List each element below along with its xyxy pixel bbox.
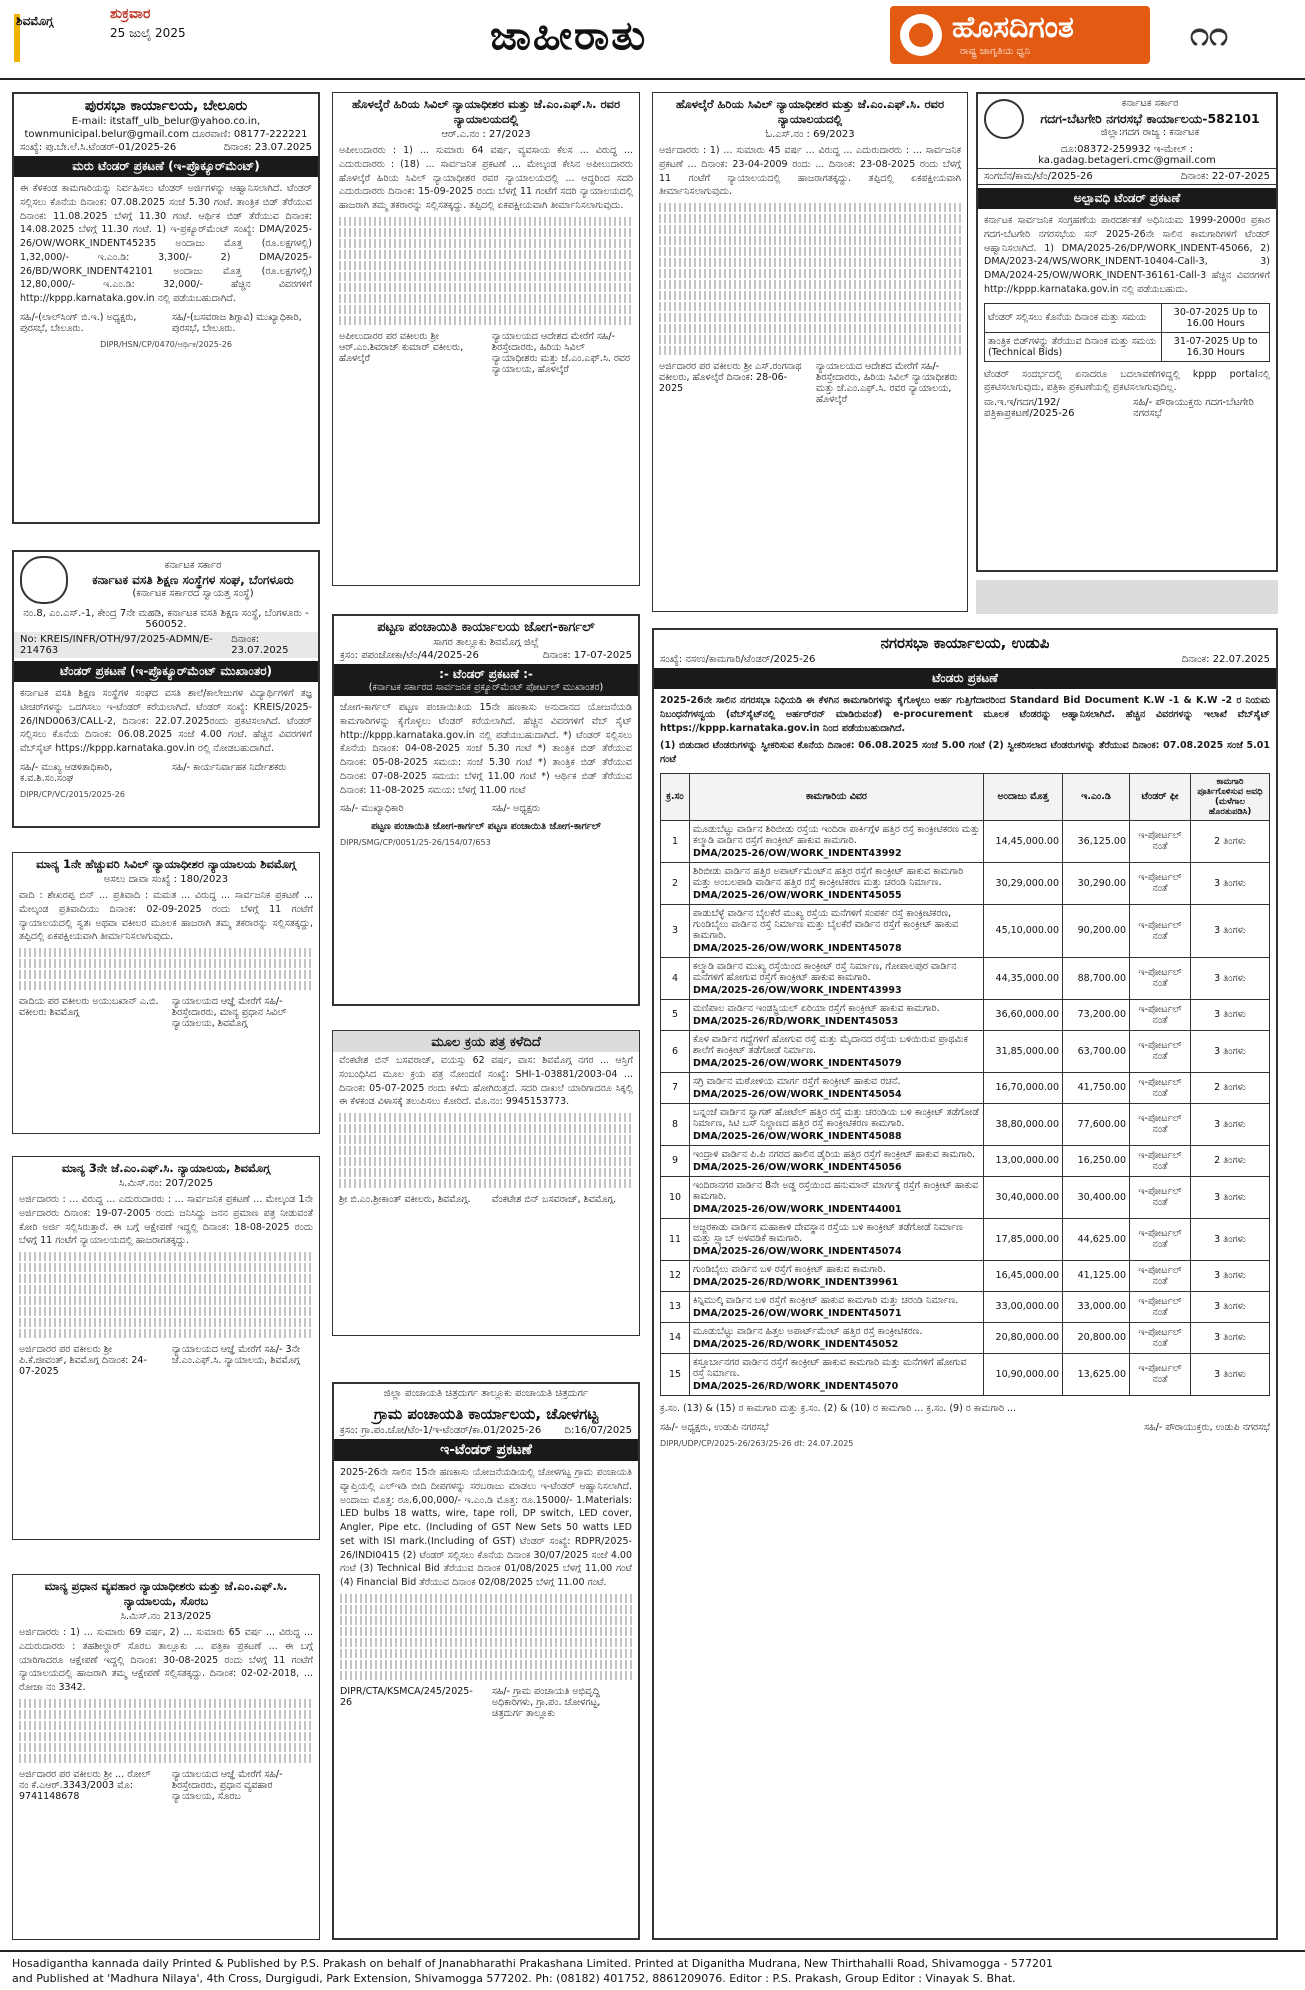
table-cell: 3 ತಿಂಗಳು xyxy=(1191,1291,1270,1322)
case-number: ಓ.ಎಸ್.ನಂ : 69/2023 xyxy=(765,129,855,140)
work-indent-code: DMA/2025-26/OW/WORK_INDENT44001 xyxy=(693,1203,902,1215)
work-indent-code: DMA/2025-26/RD/WORK_INDENT45070 xyxy=(693,1380,899,1392)
work-indent-code: DMA/2025-26/OW/WORK_INDENT45071 xyxy=(693,1307,902,1319)
table-row xyxy=(661,820,1270,862)
table-row xyxy=(985,332,1270,361)
work-indent-code: DMA/2025-26/RD/WORK_INDENT39961 xyxy=(693,1276,899,1288)
works-table xyxy=(660,773,1270,1396)
table-cell: 33,00,000.00 xyxy=(984,1291,1063,1322)
ad-ref: ಕ್ರಸಂ: ಪಪಂಜೋಕಾ/ಟೆಂ/44/2025-26 xyxy=(340,650,479,661)
table-cell: 30,29,000.00 xyxy=(984,862,1063,904)
table-cell xyxy=(690,904,984,957)
sig-right: ಸಹಿ/- ಕಾರ್ಯನಿರ್ವಾಹಕ ನಿರ್ದೇಶಕರು xyxy=(171,761,287,773)
sig-left: ಸಹಿ/- ಅಧ್ಯಕ್ಷರು, ಉಡುಪಿ ನಗರಸಭೆ xyxy=(660,1421,769,1433)
case-number: ಸಿ.ಮಿಸ್.ನಂ 213/2025 xyxy=(120,1611,212,1622)
table-cell: ಇ-ಪೋರ್ಟಲ್ ನಂತೆ xyxy=(1130,1218,1191,1260)
table-cell: 44,35,000.00 xyxy=(984,957,1063,999)
table-cell: 3 ತಿಂಗಳು xyxy=(1191,957,1270,999)
table-cell: 10 xyxy=(661,1176,690,1218)
table-cell: 44,625.00 xyxy=(1063,1218,1130,1260)
ad-ref: ಕ್ರಸಂ: ಗ್ರಾ.ಪಂ.ಚೋ/ಟೆಂ-1/ಇ-ಟೆಂಡರ್/ಕಾ.01/2025-26 xyxy=(340,1425,542,1436)
table-cell xyxy=(690,1072,984,1103)
table-cell: ಟೆಂಡರ್ ಸಲ್ಲಿಸಲು ಕೊನೆಯ ದಿನಾಂಕ ಮತ್ತು ಸಮಯ xyxy=(985,303,1162,332)
ad-body: ವಾದಿ : ಶೇಖರಪ್ಪ ಬಿನ್ ... ಪ್ರತಿವಾದಿ : ಮಮತ ... ವಿರುದ್ಧ ... ಸಾರ್ವಜನಿಕ ಪ್ರಕಟಣೆ ... ಮೇಲ್ಕಂಡ ಪ್ರತಿವಾದಿಯು ದಿನಾಂಕ: 02-09-2025 ರಂದು ಬೆಳಗ್ಗೆ 11 ಗಂಟೆಗೆ ನ್ಯಾಯಾಲಯದಲ್ಲಿ ಸ್ವತಃ ಅಥವಾ ವಕೀಲರ ಮೂಲಕ ಹಾಜರಾಗಿ ತಮ್ಮ ತಕರಾರನ್ನು ಸಲ್ಲಿಸತಕ್ಕದ್ದು, ತಪ್ಪಿದಲ್ಲಿ ಏಕಪಕ್ಷೀಯವಾಗಿ ತೀರ್ಮಾನಿಸಲಾಗುವುದು. xyxy=(19,890,313,943)
ad-cholagatta xyxy=(332,1382,640,1940)
table-cell: ಇ-ಪೋರ್ಟಲ್ ನಂತೆ xyxy=(1130,1072,1191,1103)
ad-ref: ಸಂಗಬೆನ/ಕಾಮ/ಟೆಂ/2025-26 xyxy=(984,171,1093,182)
table-cell: 13,625.00 xyxy=(1063,1353,1130,1395)
table-row xyxy=(661,1260,1270,1291)
ad-lost-deed xyxy=(332,1030,640,1336)
table-cell: 1 xyxy=(661,820,690,862)
ad-office: ಪಟ್ಟಣ ಪಂಚಾಯಿತಿ ಜೋಗ-ಕಾರ್ಗಲ್ ಪಟ್ಟಣ ಪಂಚಾಯಿತಿ ಜೋಗ-ಕಾರ್ಗಲ್ xyxy=(371,821,601,833)
col-header: ಕಾಮಗಾರಿಯ ವಿವರ xyxy=(690,773,984,820)
table-cell: 13,00,000.00 xyxy=(984,1145,1063,1176)
table-cell: ಇ-ಪೋರ್ಟಲ್ ನಂತೆ xyxy=(1130,1322,1191,1353)
brand-tagline: ರಾಷ್ಟ್ರ ಜಾಗೃತಿಯ ಧ್ವನಿ xyxy=(960,46,1031,57)
table-cell xyxy=(690,999,984,1030)
ad-title: ಮಾನ್ಯ 3ನೇ ಜೆ.ಎಂ.ಎಫ್.ಸಿ. ನ್ಯಾಯಾಲಯ, ಶಿವಮೊಗ್ಗ xyxy=(61,1161,271,1175)
table-cell: ಇ-ಪೋರ್ಟಲ್ ನಂತೆ xyxy=(1130,904,1191,957)
table-cell: 30,40,000.00 xyxy=(984,1176,1063,1218)
brand-logo[interactable] xyxy=(890,6,1150,64)
table-cell: ಇ-ಪೋರ್ಟಲ್ ನಂತೆ xyxy=(1130,1291,1191,1322)
ad-bar: ಟೆಂಡರು ಪ್ರಕಟಣೆ xyxy=(654,668,1276,689)
ad-email: E-mail: itstaff_ulb_belur@yahoo.co.in, xyxy=(71,116,261,127)
table-cell: 3 ತಿಂಗಳು xyxy=(1191,1103,1270,1145)
ad-kreis xyxy=(12,550,320,828)
table-cell: 20,80,000.00 xyxy=(984,1322,1063,1353)
work-indent-code: DMA/2025-26/OW/WORK_INDENT45074 xyxy=(693,1245,902,1257)
work-description: ಪಾಡುಬೆಳ್ಳೆ ವಾರ್ಡಿನ ಬೈಲಕೆರೆ ಮುಖ್ಯ ರಸ್ತೆಯ ಮನೆಗಳಿಗೆ ಸಂಪರ್ಕ ರಸ್ತೆ ಕಾಂಕ್ರೀಟಿಕರಣ, ಗುಂಡಿಬೈಲು ವಾರ್ಡಿನ ರಸ್ತೆ ನಿರ್ಮಾಣ ಮತ್ತು ಬೈಲಕೆರೆ ವಾರ್ಡಿನ ರಸ್ತೆಗೆ ಕಾಂಕ್ರೀಟ್ ಹಾಕುವ ಕಾಮಗಾರಿ. xyxy=(693,907,959,941)
table-row xyxy=(661,1353,1270,1395)
table-row xyxy=(661,957,1270,999)
table-cell: 36,60,000.00 xyxy=(984,999,1063,1030)
table-cell: ಇ-ಪೋರ್ಟಲ್ ನಂತೆ xyxy=(1130,820,1191,862)
sig-left: ಸಹಿ/-(ಲಾಲ್‌ಸಿಂಗ್ ಬಿ.ಇ.) ಅಧ್ಯಕ್ಷರು, ಪುರಸಭೆ, ಬೇಲೂರು. xyxy=(20,311,137,334)
table-cell: 36,125.00 xyxy=(1063,820,1130,862)
ad-ref: ಸಂಖ್ಯೆ: ನಸಉ/ಕಾಮಗಾರಿ/ಟೆಂಡರ್/2025-26 xyxy=(660,654,816,665)
work-description: ಇಂದಿರಾನಗರ ವಾರ್ಡಿನ 8ನೇ ಅಡ್ಡ ರಸ್ತೆಯಿಂದ ಹನುಮಾನ್ ಮಾರ್ಗಕ್ಕೆ ರಸ್ತೆಗೆ ಕಾಂಕ್ರೀಟ್ ಹಾಕುವ ಕಾಮಗಾರಿ. xyxy=(693,1179,979,1202)
imprint-line-1: Hosadigantha kannada daily Printed & Published by P.S. Prakash on behalf of Jnanabharathi Prakashana Limited. Printed at Diganitha Mudrana, New Thirthahalli Road, Shivamogga - 577201 xyxy=(12,1957,1054,1970)
table-cell: 90,200.00 xyxy=(1063,904,1130,957)
ad-body: ಈ ಕೆಳಕಂಡ ಕಾಮಗಾರಿಯನ್ನು ನಿರ್ವಹಿಸಲು ಟೆಂಡರ್ ಅರ್ಜಿಗಳನ್ನು ಆಹ್ವಾನಿಸಲಾಗಿದೆ. ಟೆಂಡರ್ ಸಲ್ಲಿಸಲು ಕೊನೆಯ ದಿನಾಂಕ: 07.08.2025 ಸಂಜೆ 5.30 ಗಂಟೆ. ತಾಂತ್ರಿಕ ಬಿಡ್ ತೆರೆಯುವ ದಿನಾಂಕ: 11.08.2025 ಬೆಳಗ್ಗೆ 11.30 ಗಂಟೆ. ಆರ್ಥಿಕ ಬಿಡ್ ತೆರೆಯುವ ದಿನಾಂಕ: 14.08.2025 ಬೆಳಗ್ಗೆ 11.30 ಗಂಟೆ. 1) ಇ-ಪ್ರಕ್ಯೂರ್‌ಮೆಂಟ್ ಸಂಖ್ಯೆ: DMA/2025-26/OW/WORK_INDENT45235 ಅಂದಾಜು ಮೊತ್ತ (ರೂ.ಲಕ್ಷಗಳಲ್ಲಿ) 1,32,000/- ಇ.ಎಂ.ಡಿ: 3,300/- 2) DMA/2025-26/BD/WORK_INDENT42101 ಅಂದಾಜು ಮೊತ್ತ (ರೂ.ಲಕ್ಷಗಳಲ್ಲಿ) 12,80,000/- ಇ.ಎಂ.ಡಿ: 32,000/- ಹೆಚ್ಚಿನ ವಿವರಗಳಿಗೆ http://kppp.karnataka.gov.in ನಲ್ಲಿ ಪಡೆಯಬಹುದಾಗಿದೆ. xyxy=(20,183,312,305)
ad-title: ಮಾನ್ಯ ಪ್ರಧಾನ ವ್ಯವಹಾರ ನ್ಯಾಯಾಧೀಶರು ಮತ್ತು ಜೆ.ಎಂ.ಎಫ್.ಸಿ. ನ್ಯಾಯಾಲಯ, ಸೊರಬ xyxy=(44,1579,288,1608)
table-cell: ಇ-ಪೋರ್ಟಲ್ ನಂತೆ xyxy=(1130,862,1191,904)
ad-gov: ಕರ್ನಾಟಕ ಸರ್ಕಾರ xyxy=(1121,98,1179,109)
gadag-dates-table xyxy=(984,303,1270,362)
sig-left: ಅರ್ಜಿದಾರರ ಪರ ವಕೀಲರು ಶ್ರೀ ... ರೋಲ್ ನಂ ಕೆ.ಎಆರ್.3343/2003 ಮೊ: 9741148678 xyxy=(19,1768,151,1802)
table-cell: 2 xyxy=(661,862,690,904)
imprint-footer xyxy=(0,1950,1305,1990)
ad-body: ಅರ್ಜಿದಾರರು : 1) ... ಸುಮಾರು 69 ವರ್ಷ, 2) ... ಸುಮಾರು 65 ವರ್ಷ ... ವಿರುದ್ಧ ... ಎದುರುದಾರರು : ತಹಶೀಲ್ದಾರ್‌ ಸೊರಬ ತಾಲ್ಲೂಕು ... ಪತ್ರಿಕಾ ಪ್ರಕಟಣೆ ... ಈ ಬಗ್ಗೆ ಯಾರಿಗಾದರೂ ಆಕ್ಷೇಪಣೆ ಇದ್ದಲ್ಲಿ ದಿನಾಂಕ: 30-08-2025 ರಂದು ಬೆಳಗ್ಗೆ 11 ಗಂಟೆಗೆ ನ್ಯಾಯಾಲಯದಲ್ಲಿ ಹಾಜರಾಗಿ ತಮ್ಮ ಆಕ್ಷೇಪಣೆ ಸಲ್ಲಿಸತಕ್ಕದ್ದು. ದಿನಾಂಕ: 02-02-2018, ... ರೋಜಾ ನಂ 3342. xyxy=(19,1627,313,1694)
ad-body: ಅಪೀಲುದಾರರು : 1) ... ಸುಮಾರು 64 ವರ್ಷ, ವ್ಯವಸಾಯ ಕೆಲಸ ... ವಿರುದ್ಧ ... ಎದುರುದಾರರು : (18) ... ಸಾರ್ವಜನಿಕ ಪ್ರಕಟಣೆ ... ಮೇಲ್ಕಂಡ ಕೇಸಿನ ಅಪೀಲುದಾರರು ಹೊಳಲ್ಕೆರೆ ಹಿರಿಯ ಸಿವಿಲ್ ನ್ಯಾಯಾಧೀಶರ ರವರ ನ್ಯಾಯಾಲಯದಲ್ಲಿ ... ಆದ್ದರಿಂದ ಸದರಿ ಎದುರುದಾರರು ದಿನಾಂಕ: 15-09-2025 ರಂದು ಬೆಳಗ್ಗೆ 11 ಗಂಟೆಗೆ ಸದರಿ ನ್ಯಾಯಾಲಯದಲ್ಲಿ ಹಾಜರಾಗಿ ತಮ್ಮ ತಕರಾರನ್ನು ಸಲ್ಲಿಸತಕ್ಕದ್ದು. ತಪ್ಪಿದಲ್ಲಿ ಏಕಪಕ್ಷೀಯವಾಗಿ ತೀರ್ಮಾನಿಸಲಾಗುವುದು. xyxy=(339,145,633,212)
ad-bar xyxy=(334,664,638,696)
ad-jog-kargal xyxy=(332,614,640,1006)
table-cell: 3 ತಿಂಗಳು xyxy=(1191,1218,1270,1260)
work-indent-code: DMA/2025-26/RD/WORK_INDENT45053 xyxy=(693,1015,899,1027)
table-row xyxy=(661,1176,1270,1218)
work-indent-code: DMA/2025-26/OW/WORK_INDENT45079 xyxy=(693,1057,902,1069)
sig-right: ನ್ಯಾಯಾಲಯದ ಆದೇಶದ ಮೇರೆಗೆ ಸಹಿ/-ಶಿರಸ್ತೇದಾರರು, ಹಿರಿಯ ಸಿವಿಲ್ ನ್ಯಾಯಾಧೀಶರು ಮತ್ತು ಜೆ.ಎಂ.ಎಫ್.ಸಿ. ರವರ ನ್ಯಾಯಾಲಯ, ಹೊಳಲ್ಕೆರೆ xyxy=(491,330,631,375)
col-header: ಟೆಂಡರ್ ಫೀ xyxy=(1130,773,1191,820)
table-cell: 6 xyxy=(661,1030,690,1072)
ad-email-2: townmunicipal.belur@gmail.com ದೂರವಾಣಿ: 08177-222221 xyxy=(24,129,308,140)
table-cell: 3 ತಿಂಗಳು xyxy=(1191,1030,1270,1072)
table-row xyxy=(661,1145,1270,1176)
sig-right: ಸಹಿ/- ಪೌರಾಯುಕ್ತರು, ಉಡುಪಿ ನಗರಸಭೆ xyxy=(1144,1421,1270,1433)
table-cell: 12 xyxy=(661,1260,690,1291)
table-row xyxy=(661,1030,1270,1072)
work-description: ಕಸ್ತೂರ್ಬಾನಗರ ವಾರ್ಡಿನ ರಸ್ತೆಗೆ ಕಾಂಕ್ರೀಟ್ ಹಾಕುವ ಕಾಮಗಾರಿ ಮತ್ತು ಮನೆಗಳಿಗೆ ಹೋಗುವ ರಸ್ತೆ ನಿರ್ಮಾಣ. xyxy=(693,1356,967,1379)
ad-title: ಪುರಸಭಾ ಕಾರ್ಯಾಲಯ, ಬೇಲೂರು xyxy=(84,98,248,114)
work-description: ಗುಂಡಿಬೈಲು ವಾರ್ಡಿನ ಬಳಿ ರಸ್ತೆಗೆ ಕಾಂಕ್ರೀಟ್ ಹಾಕುವ ಕಾಮಗಾರಿ. xyxy=(693,1263,886,1275)
table-cell: 16,250.00 xyxy=(1063,1145,1130,1176)
sig-left: ಅರ್ಜಿದಾರರ ಪರ ವಕೀಲರು ಶ್ರೀ ಎಸ್.ರಂಗನಾಥ ವಕೀಲರು, ಹೊಳಲ್ಕೆರೆ ದಿನಾಂಕ: 28-06-2025 xyxy=(659,361,802,395)
table-cell xyxy=(690,1145,984,1176)
table-cell: 2 ತಿಂಗಳು xyxy=(1191,820,1270,862)
ad-title: ಹೊಳಲ್ಕೆರೆ ಹಿರಿಯ ಸಿವಿಲ್ ನ್ಯಾಯಾಧೀಶರ ಮತ್ತು ಜೆ.ಎಂ.ಎಫ್.ಸಿ. ರವರ ನ್ಯಾಯಾಲಯದಲ್ಲಿ xyxy=(351,97,621,126)
table-cell: 16,45,000.00 xyxy=(984,1260,1063,1291)
table-row xyxy=(661,1218,1270,1260)
work-description: ಮೂಡುಬೆಟ್ಟು ವಾರ್ಡಿನ ಹಿತ್ತಲ ಅಪಾರ್ಟ್‌ಮೆಂಟ್ ಹತ್ತಿರ ರಸ್ತೆ ಕಾಂಕ್ರೀಟಿಕರಣ. xyxy=(693,1325,923,1337)
work-description: ಕಿನ್ನಿಮುಲ್ಕಿ ವಾರ್ಡಿನ ಬಳಿ ರಸ್ತೆಗೆ ಕಾಂಕ್ರೀಟ್ ಹಾಕುವ ಕಾಮಗಾರಿ ಮತ್ತು ಚರಂಡಿ ನಿರ್ಮಾಣ. xyxy=(693,1294,959,1306)
bar-subtitle: (ಕರ್ನಾಟಕ ಸರ್ಕಾರದ ಸಾರ್ವಜನಿಕ ಪ್ರಕ್ಯೂರ್‌ಮೆಂಟ್ ಪೋರ್ಟಲ್ ಮುಖಾಂತರ) xyxy=(368,682,604,693)
ad-body: ವೆಂಕಟೇಶ ಬಿನ್ ಬಸವರಾಜ್, ವಯಸ್ಸು 62 ವರ್ಷ, ವಾಸ: ಶಿವಮೊಗ್ಗ ನಗರ ... ಆಸ್ತಿಗೆ ಸಂಬಂಧಿಸಿದ ಮೂಲ ಕ್ರಯ ಪತ್ರ ನೋಂದಣಿ ಸಂಖ್ಯೆ: SHI-1-03881/2003-04 ... ದಿನಾಂಕ: 05-07-2025 ರಂದು ಕಳೆದು ಹೋಗಿರುತ್ತದೆ. ಸದರಿ ದಾಖಲೆ ಯಾರಿಗಾದರೂ ಸಿಕ್ಕಲ್ಲಿ ಈ ಕೆಳಕಂಡ ವಿಳಾಸಕ್ಕೆ ತಲುಪಿಸಲು ಕೋರಿದೆ. ಮೊ.ನಂ: 9945153773. xyxy=(339,1055,633,1108)
table-cell: 4 xyxy=(661,957,690,999)
work-indent-code: DMA/2025-26/OW/WORK_INDENT43992 xyxy=(693,847,902,859)
col-header: ಇ.ಎಂ.ಡಿ xyxy=(1063,773,1130,820)
ad-address: ನಂ.8, ಎಂ.ಎಸ್.-1, ಕೇಂದ್ರ 7ನೇ ಮಹಡಿ, ಕರ್ನಾಟಕ ವಸತಿ ಶಿಕ್ಷಣ ಸಂಸ್ಥೆ, ಬೆಂಗಳೂರು - 560052. xyxy=(23,608,309,630)
work-description: ಕಲ್ಮಾಡಿ ವಾರ್ಡಿನ ಮುಖ್ಯ ರಸ್ತೆಯಿಂದ ಕಾಂಕ್ರೀಟ್ ರಸ್ತೆ ನಿರ್ಮಾಣ, ಗೋಪಾಲಪುರ ವಾರ್ಡಿನ ಮನೆಗಳಿಗೆ ಹೋಗುವ ರಸ್ತೆಗೆ ಕಾಂಕ್ರೀಟ್ ಹಾಕುವ ಕಾಮಗಾರಿ. xyxy=(693,960,957,983)
ad-title: ಕರ್ನಾಟಕ ವಸತಿ ಶಿಕ್ಷಣ ಸಂಸ್ಥೆಗಳ ಸಂಘ, ಬೆಂಗಳೂರು xyxy=(92,572,294,587)
table-cell xyxy=(690,862,984,904)
table-row xyxy=(661,999,1270,1030)
sig-left: ಅಪೀಲುದಾರರ ಪರ ವಕೀಲರು ಶ್ರೀ ಆರ್.ಎಂ.ಶಿವರಾಜ್ ಕುಮಾರ್ ವಕೀಲರು, ಹೊಳಲ್ಕೆರೆ xyxy=(339,330,464,364)
ad-court-1 xyxy=(12,852,320,1134)
work-indent-code: DMA/2025-26/OW/WORK_INDENT45056 xyxy=(693,1161,902,1173)
table-cell: 8 xyxy=(661,1103,690,1145)
work-indent-code: DMA/2025-26/RD/WORK_INDENT45052 xyxy=(693,1338,899,1350)
table-row xyxy=(661,904,1270,957)
ad-bar: ಅಲ್ಪಾವಧಿ ಟೆಂಡರ್ ಪ್ರಕಟಣೆ xyxy=(978,188,1276,209)
col-header: ಕ್ರ.ಸಂ xyxy=(661,773,690,820)
imprint-line-2: and Published at 'Madhura Nilaya', 4th Cross, Durgigudi, Park Extension, Shivamogga 577202. Ph: (08182) 401752, 8861209076. Editor : P.S. Prakash, Group Editor : Vinayak S. Bhat. xyxy=(12,1972,1016,1986)
ad-subtitle: (ಕರ್ನಾಟಕ ಸರ್ಕಾರದ ಸ್ವಾಯತ್ತ ಸಂಸ್ಥೆ) xyxy=(132,587,254,599)
table-row xyxy=(661,1103,1270,1145)
ad-date: ದಿ:16/07/2025 xyxy=(564,1425,632,1436)
table-cell xyxy=(690,1103,984,1145)
ad-title: ಹೊಳಲ್ಕೆರೆ ಹಿರಿಯ ಸಿವಿಲ್ ನ್ಯಾಯಾಧೀಶರ ಮತ್ತು ಜೆ.ಎಂ.ಎಫ್.ಸಿ. ರವರ ನ್ಯಾಯಾಲಯದಲ್ಲಿ xyxy=(675,97,945,126)
ad-date: ದಿನಾಂಕ: 22-07-2025 xyxy=(1180,171,1270,182)
table-cell: 3 ತಿಂಗಳು xyxy=(1191,999,1270,1030)
table-cell xyxy=(690,1291,984,1322)
ad-date: ದಿನಾಂಕ: 23.07.2025 xyxy=(231,634,289,656)
dipr-code: DIPR/CP/VC/2015/2025-26 xyxy=(20,789,125,799)
table-cell: 63,700.00 xyxy=(1063,1030,1130,1072)
work-indent-code: DMA/2025-26/OW/WORK_INDENT45078 xyxy=(693,942,902,954)
ad-date: ದಿನಾಂಕ: 22.07.2025 xyxy=(1181,654,1270,665)
work-indent-code: DMA/2025-26/OW/WORK_INDENT45054 xyxy=(693,1088,902,1100)
sig-right: ಸಹಿ/- ಅಧ್ಯಕ್ಷರು xyxy=(491,803,540,815)
issue-date: 25 ಜುಲೈ 2025 xyxy=(110,26,186,40)
table-cell: 73,200.00 xyxy=(1063,999,1130,1030)
page-number: ೧೧ xyxy=(1190,14,1229,54)
work-description: ಮಣಿಪಾಲ ವಾರ್ಡಿನ ಇಂಡಸ್ಟ್ರಿಯಲ್ ಏರಿಯಾ ರಸ್ತೆಗೆ ಕಾಂಕ್ರೀಟ್ ಹಾಕುವ ಕಾಮಗಾರಿ. xyxy=(693,1002,940,1014)
table-cell: 30,290.00 xyxy=(1063,862,1130,904)
city-name: ಶಿವಮೊಗ್ಗ xyxy=(16,14,54,28)
work-indent-code: DMA/2025-26/OW/WORK_INDENT45088 xyxy=(693,1130,902,1142)
table-cell: 38,80,000.00 xyxy=(984,1103,1063,1145)
ad-court-3 xyxy=(12,1574,320,1940)
work-description: ಅಜ್ಜರಕಾಡು ವಾರ್ಡಿನ ಮಹಾಕಾಳಿ ದೇವಸ್ಥಾನ ರಸ್ತೆಯ ಬಳಿ ಕಾಂಕ್ರೀಟ್ ತಡೆಗೋಡೆ ನಿರ್ಮಾಣ ಮತ್ತು ಸ್ಲ್ಯಾಬ್ ಅಳವಡಿಕೆ ಕಾಮಗಾರಿ. xyxy=(693,1221,963,1244)
ad-phone: ದೂ:08372-259932 ಇ-ಮೇಲ್ : ka.gadag.betageri.cmc@gmail.com xyxy=(1038,144,1216,166)
ad-body: ಕರ್ನಾಟಕ ವಸತಿ ಶಿಕ್ಷಣ ಸಂಸ್ಥೆಗಳ ಸಂಘದ ವಸತಿ ಶಾಲೆ/ಕಾಲೇಜುಗಳ ವಿದ್ಯಾರ್ಥಿಗಳಿಗೆ ತಜ್ಞ ಟೀಚರ್‌ಗಳನ್ನು ಒದಗಿಸಲು ಇ-ಟೆಂಡರ್ ಕರೆಯಲಾಗಿದೆ. ಟೆಂಡರ್ ಸಂಖ್ಯೆ: KREIS/2025-26/IND0063/CALL-2, ದಿನಾಂಕ: 22.07.2025ರಂದು ಪ್ರಕಟಿಸಲಾಗಿದೆ. ಟೆಂಡರ್ ಸಲ್ಲಿಸಲು ಕೊನೆಯ ದಿನಾಂಕ: 06.08.2025 ಸಂಜೆ 4.00 ಗಂಟೆ. ಹೆಚ್ಚಿನ ವಿವರಗಳಿಗೆ ವೆಬ್‌ಸೈಟ್ https://kppp.karnataka.gov.in ರಲ್ಲಿ ನೋಡಬಹುದಾಗಿದೆ. xyxy=(20,688,312,755)
dipr-code: DIPR/UDP/CP/2025-26/263/25-26 dt: 24.07.2025 xyxy=(660,1438,854,1448)
table-cell: 45,10,000.00 xyxy=(984,904,1063,957)
table-cell: ಇ-ಪೋರ್ಟಲ್ ನಂತೆ xyxy=(1130,1260,1191,1291)
ad-note: ಕ್ರ.ಸಂ. (13) & (15) ರ ಕಾಮಗಾರಿ ಮತ್ತು ಕ್ರ.ಸಂ. (2) & (10) ರ ಕಾಮಗಾರಿ ... ಕ್ರ.ಸಂ. (9) ರ ಕಾಮಗಾರಿ ... xyxy=(660,1402,1017,1414)
ad-title: ಮಾನ್ಯ 1ನೇ ಹೆಚ್ಚುವರಿ ಸಿವಿಲ್ ನ್ಯಾಯಾಧೀಶರ ನ್ಯಾಯಾಲಯ ಶಿವಮೊಗ್ಗ xyxy=(36,857,296,871)
table-cell xyxy=(690,1353,984,1395)
work-indent-code: DMA/2025-26/OW/WORK_INDENT45055 xyxy=(693,889,902,901)
table-cell: 3 ತಿಂಗಳು xyxy=(1191,904,1270,957)
sig-right: ವೆಂಕಟೇಶ ಬಿನ್ ಬಸವರಾಜ್, ಶಿವಮೊಗ್ಗ. xyxy=(491,1194,617,1206)
ad-header-line: ಜಿಲ್ಲಾ ಪಂಚಾಯತಿ ಚಿತ್ರದುರ್ಗ ತಾಲ್ಲೂಕು ಪಂಚಾಯತಿ ಚಿತ್ರದುರ್ಗ xyxy=(383,1388,589,1399)
table-cell xyxy=(690,1218,984,1260)
ad-court-2 xyxy=(12,1156,320,1540)
sig-right: ನ್ಯಾಯಾಲಯದ ಆಜ್ಞೆ ಮೇರೆಗೆ ಸಹಿ/-ಶಿರಸ್ತೇದಾರರು, ಮಾನ್ಯ ಪ್ರಧಾನ ಸಿವಿಲ್ ನ್ಯಾಯಾಲಯ, ಶಿವಮೊಗ್ಗ xyxy=(171,996,287,1030)
ad-body: ಜೋಗ-ಕಾರ್ಗಲ್ ಪಟ್ಟಣ ಪಂಚಾಯಿತಿಯ 15ನೇ ಹಣಕಾಸು ಅನುದಾನದ ಯೋಜನೆಯಡಿ ಕಾಮಗಾರಿಗಳನ್ನು ಕೈಗೊಳ್ಳಲು ಟೆಂಡರ್ ಕರೆಯಲಾಗಿದೆ. ಹೆಚ್ಚಿನ ವಿವರಗಳಿಗೆ ವೆಬ್ ಸೈಟ್ http://kppp.karnataka.gov.in ನಲ್ಲಿ ಪಡೆಯಬಹುದಾಗಿದೆ. *) ಟೆಂಡರ್ ಸಲ್ಲಿಸಲು ಕೊನೆಯ ದಿನಾಂಕ: 04-08-2025 ಸಂಜೆ 5.30 ಗಂಟೆ *) ತಾಂತ್ರಿಕ ಬಿಡ್ ತೆರೆಯುವ ದಿನಾಂಕ: 05-08-2025 ಸಮಯ: ಸಂಜೆ 5.30 ಗಂಟೆ *) ತಾಂತ್ರಿಕ ಬಿಡ್ ತೆರೆಯುವ ದಿನಾಂಕ: 07-08-2025 ಸಮಯ: ಬೆಳಗ್ಗೆ 11.00 ಗಂಟೆ *) ಆರ್ಥಿಕ ಬಿಡ್ ತೆರೆಯುವ ದಿನಾಂಕ: 11-08-2025 ಸಮಯ: ಬೆಳಗ್ಗೆ 11.00 ಗಂಟೆ xyxy=(340,702,632,796)
sig-left: ಸಹಿ/- ಮುಖ್ಯ ಆಡಳಿತಾಧಿಕಾರಿ, ಕ.ವ.ಶಿ.ಸಂ.ಸಂಘ xyxy=(20,761,113,784)
ad-title: ಪಟ್ಟಣ ಪಂಚಾಯಿತಿ ಕಾರ್ಯಾಲಯ ಜೋಗ-ಕಾರ್ಗಲ್ xyxy=(377,620,595,635)
ad-title: ಗದಗ-ಬೆಟಗೇರಿ ನಗರಸಭೆ ಕಾರ್ಯಾಲಯ-582101 xyxy=(1040,111,1260,126)
table-cell: 11 xyxy=(661,1218,690,1260)
bar-title: :- ಟೆಂಡರ್ ಪ್ರಕಟಣೆ :- xyxy=(439,667,533,681)
sig-left: ಶ್ರೀ ಬಿ.ಎಂ.ಶ್ರೀಕಾಂತ್ ವಕೀಲರು, ಶಿವಮೊಗ್ಗ. xyxy=(339,1194,471,1206)
ad-bar: ಇ-ಟೆಂಡರ್ ಪ್ರಕಟಣೆ xyxy=(334,1439,638,1461)
table-row xyxy=(661,1291,1270,1322)
table-cell: 13 xyxy=(661,1291,690,1322)
table-cell: ಇ-ಪೋರ್ಟಲ್ ನಂತೆ xyxy=(1130,1176,1191,1218)
masthead xyxy=(0,0,1305,80)
ad-gov: ಕರ್ನಾಟಕ ಸರ್ಕಾರ xyxy=(164,559,222,571)
work-description: ಮೂಡುಬೆಟ್ಟು ವಾರ್ಡಿನ ಶಿರಿಬೀಡು ರಸ್ತೆಯ ಇಂದಿರಾ ಪಾರ್ಕಿಗ್ಗೆಳ ಹತ್ತಿರ ರಸ್ತೆ ಕಾಂಕ್ರೀಟಿಕರಣ ಮತ್ತು ಕಲ್ಮಾಡಿ ವಾರ್ಡಿನ ರಸ್ತೆಗೆ ಕಾಂಕ್ರೀಟ್ ಹಾಕುವ ಕಾಮಗಾರಿ. xyxy=(693,823,980,846)
table-cell: 15 xyxy=(661,1353,690,1395)
work-description: ಕೊಳ ವಾರ್ಡಿನ ಗದ್ದೆಗಳಿಗೆ ಹೋಗುವ ರಸ್ತೆ ಮತ್ತು ಮೈದಾನದ ರಸ್ತೆಯ ಬಳಿಯಿರುವ ಪ್ರಾಥಮಿಕ ಶಾಲೆಗೆ ಕಾಂಕ್ರೀಟ್ ತಡೆಗೋಡೆ ನಿರ್ಮಾಣ. xyxy=(693,1033,968,1056)
table-cell: 3 xyxy=(661,904,690,957)
table-cell: 30,400.00 xyxy=(1063,1176,1130,1218)
ad-ref: No: KREIS/INFR/OTH/97/2025-ADMN/E-214763 xyxy=(20,634,213,656)
table-cell: 17,85,000.00 xyxy=(984,1218,1063,1260)
ad-ref: ಸಂಖ್ಯೆ: ಪು.ಬೇ.ಲೆ.ಸಿ.ಟೆಂಡರ್-01/2025-26 xyxy=(20,142,177,153)
table-cell: 41,750.00 xyxy=(1063,1072,1130,1103)
ad-udupi xyxy=(652,628,1278,1940)
work-indent-code: DMA/2025-26/OW/WORK_INDENT43993 xyxy=(693,984,902,996)
sig-left: ಅರ್ಜಿದಾರರ ಪರ ವಕೀಲರು ಶ್ರೀ ಪಿ.ಕೆ.ಜೀವಂತ್, ಶಿವಮೊಗ್ಗ ದಿನಾಂಕ: 24-07-2025 xyxy=(19,1344,147,1378)
sig-right: ಸಹಿ/- ಪೌರಾಯುಕ್ತರು ಗದಗ-ಬೆಟಗೇರಿ ನಗರಸಭೆ xyxy=(1133,397,1254,420)
table-cell: 30-07-2025 Up to 16.00 Hours xyxy=(1162,303,1270,332)
ad-court-5 xyxy=(652,92,968,612)
ad-body: ಅರ್ಜಿದಾರರು : 1) ... ಸುಮಾರು 45 ವರ್ಷ ... ವಿರುದ್ಧ ... ಎದುರುದಾರರು : ... ಸಾರ್ವಜನಿಕ ಪ್ರಕಟಣೆ ... ದಿನಾಂಕ: 23-04-2009 ರಂದು ... ದಿನಾಂಕ: 23-08-2025 ರಂದು ಬೆಳಗ್ಗೆ 11 ಗಂಟೆಗೆ ನ್ಯಾಯಾಲಯದಲ್ಲಿ ಹಾಜರಾಗತಕ್ಕದ್ದು. ತಪ್ಪಿದಲ್ಲಿ ಏಕಪಕ್ಷೀಯವಾಗಿ ತೀರ್ಮಾನಿಸಲಾಗುವುದು. xyxy=(659,145,961,198)
table-row xyxy=(985,303,1270,332)
table-cell: 14,45,000.00 xyxy=(984,820,1063,862)
government-emblem-icon xyxy=(20,556,68,604)
ad-gadag xyxy=(976,92,1278,572)
table-cell: 31-07-2025 Up to 16.30 Hours xyxy=(1162,332,1270,361)
table-cell: ಇ-ಪೋರ್ಟಲ್ ನಂತೆ xyxy=(1130,1103,1191,1145)
table-cell: 5 xyxy=(661,999,690,1030)
table-cell: 16,70,000.00 xyxy=(984,1072,1063,1103)
table-cell: 3 ತಿಂಗಳು xyxy=(1191,1260,1270,1291)
table-cell xyxy=(690,957,984,999)
table-cell: 31,85,000.00 xyxy=(984,1030,1063,1072)
table-cell xyxy=(690,1322,984,1353)
table-cell xyxy=(690,1176,984,1218)
table-cell: 14 xyxy=(661,1322,690,1353)
table-cell: 41,125.00 xyxy=(1063,1260,1130,1291)
table-cell: 7 xyxy=(661,1072,690,1103)
weekday: ಶುಕ್ರವಾರ xyxy=(110,6,151,22)
table-cell: 3 ತಿಂಗಳು xyxy=(1191,1176,1270,1218)
ad-date: ದಿನಾಂಕ: 17-07-2025 xyxy=(542,650,632,661)
table-cell: 9 xyxy=(661,1145,690,1176)
table-row xyxy=(661,1072,1270,1103)
table-cell: ಇ-ಪೋರ್ಟಲ್ ನಂತೆ xyxy=(1130,1145,1191,1176)
ad-date: ದಿನಾಂಕ: 23.07.2025 xyxy=(223,142,312,153)
gray-spacer xyxy=(976,580,1278,614)
ad-bar: ಟೆಂಡರ್ ಪ್ರಕಟಣೆ (ಇ-ಪ್ರೊಕ್ಯೂರ್‌ಮೆಂಟ್ ಮುಖಾಂತರ) xyxy=(14,661,318,682)
sig-right: ನ್ಯಾಯಾಲಯದ ಆದೇಶದ ಮೇರೆಗೆ ಸಹಿ/-ಶಿರಸ್ತೇದಾರರು, ಹಿರಿಯ ಸಿವಿಲ್ ನ್ಯಾಯಾಧೀಶರು ಮತ್ತು ಜೆ.ಎಂ.ಎಫ್.ಸಿ. ರವರ ನ್ಯಾಯಾಲಯ, ಹೊಳಲ್ಕೆರೆ xyxy=(816,361,958,406)
table-cell: ಇ-ಪೋರ್ಟಲ್ ನಂತೆ xyxy=(1130,1030,1191,1072)
ad-subtitle: ಸಾಗರ ತಾಲ್ಲೂಕು ಶಿವಮೊಗ್ಗ ಜಿಲ್ಲೆ xyxy=(433,637,539,648)
dipr-code: ವಾ.ಇ.ಇ/ಗದಗ/192/ಪತ್ರಿಕಾಪ್ರಕಟಣೆ/2025-26 xyxy=(984,397,1075,420)
table-cell: 3 ತಿಂಗಳು xyxy=(1191,1353,1270,1395)
sig-left: ಸಹಿ/- ಮುಖ್ಯಾಧಿಕಾರಿ xyxy=(340,803,404,815)
ad-belur xyxy=(12,92,320,524)
ad-title: ಗ್ರಾಮ ಪಂಚಾಯತಿ ಕಾರ್ಯಾಲಯ, ಚೋಳಗಟ್ಟ xyxy=(373,1405,599,1423)
dipr-code: DIPR/SMG/CP/0051/25-26/154/07/653 xyxy=(340,838,491,848)
table-cell: ಇ-ಪೋರ್ಟಲ್ ನಂತೆ xyxy=(1130,1353,1191,1395)
table-cell xyxy=(690,1260,984,1291)
ad-bar: ಮರು ಟೆಂಡರ್ ಪ್ರಕಟಣೆ (ಇ-ಪ್ರೊಕ್ಯೂರ್‌ಮೆಂಟ್) xyxy=(14,156,318,177)
table-cell: 77,600.00 xyxy=(1063,1103,1130,1145)
table-cell xyxy=(690,820,984,862)
table-cell: 2 ತಿಂಗಳು xyxy=(1191,1072,1270,1103)
brand-name: ಹೊಸದಿಗಂತ xyxy=(952,10,1074,45)
logo-emblem-icon xyxy=(900,14,942,56)
case-number: ಆರ್.ಎ.ನಂ : 27/2023 xyxy=(441,129,531,140)
sig-left: ವಾದಿಯ ಪರ ವಕೀಲರು ಅಯುಬಖಾನ್ ಎ.ಬಿ. ವಕೀಲರು ಶಿವಮೊಗ್ಗ xyxy=(19,996,159,1019)
ad-body: ಅರ್ಜಿದಾರರು : ... ವಿರುದ್ಧ ... ಎದುರುದಾರರು : ... ಸಾರ್ವಜನಿಕ ಪ್ರಕಟಣೆ ... ಮೇಲ್ಕಂಡ 1ನೇ ಅರ್ಜಿದಾರರು ದಿನಾಂಕ: 19-07-2005 ರಂದು ಜನಿಸಿದ್ದು ಜನನ ಪ್ರಮಾಣ ಪತ್ರ ನೀಡುವಂತೆ ಕೋರಿ ಅರ್ಜಿ ಸಲ್ಲಿಸಿರುತ್ತಾರೆ. ಈ ಬಗ್ಗೆ ಆಕ್ಷೇಪಣೆ ಇದ್ದಲ್ಲಿ ದಿನಾಂಕ: 18-08-2025 ರಂದು ಬೆಳಗ್ಗೆ 11 ಗಂಟೆಗೆ ನ್ಯಾಯಾಲಯದಲ್ಲಿ ಹಾಜರಾಗತಕ್ಕದ್ದು. xyxy=(19,1194,313,1247)
sig-right: ಸಹಿ/- ಗ್ರಾಮ ಪಂಚಾಯತಿ ಅಭಿವೃದ್ಧಿ ಅಧಿಕಾರಿಗಳು, ಗ್ರಾ.ಪಂ. ಚೋಳಗಟ್ಟ, ಚಿತ್ರದುರ್ಗ ತಾಲ್ಲೂಕು xyxy=(491,1685,601,1719)
ad-dates: (1) ಬಿಡುದಾರ ಟೆಂಡರುಗಳನ್ನು ಸ್ವೀಕರಿಸುವ ಕೊನೆಯ ದಿನಾಂಕ: 06.08.2025 ಸಂಜೆ 5.00 ಗಂಟೆ (2) ಸ್ವೀಕರಿಸಲಾದ ಟೆಂಡರುಗಳನ್ನು ತೆರೆಯುವ ದಿನಾಂಕ: 07.08.2025 ಸಂಜೆ 5.01 ಗಂಟೆ xyxy=(660,740,1270,766)
work-description: ಶಿರಿಬೀಡು ವಾರ್ಡಿನ ಹತ್ತಿರ ಅಪಾರ್ಟ್‌ಮೆಂಟ್‌ನ ಹತ್ತಿರ ರಸ್ತೆಗೆ ಕಾಂಕ್ರೀಟ್ ಹಾಕುವ ಕಾಮಗಾರಿ ಮತ್ತು ಅಂಬಲಪಾಡಿ ವಾರ್ಡಿನ ಹತ್ತಿರ ರಸ್ತೆ ಕಾಂಕ್ರೀಟಿಕರಣ ಮತ್ತು ಚರಂಡಿ ನಿರ್ಮಾಣ. xyxy=(693,865,964,888)
table-cell xyxy=(690,1030,984,1072)
work-description: ಇಂದ್ರಾಳಿ ವಾರ್ಡಿನ ಪಿ.ಪಿ ನಗರದ ಹಾಲಿನ ಡೈರಿಯ ಹತ್ತಿರ ರಸ್ತೆಗೆ ಕಾಂಕ್ರೀಟ್ ಹಾಕುವ ಕಾಮಗಾರಿ. xyxy=(693,1148,976,1160)
work-description: ಸಗ್ರಿ ವಾರ್ಡಿನ ಮಠೋಳಿಯ ಮಾರ್ಗ ರಸ್ತೆಗೆ ಕಾಂಕ್ರೀಟ್ ಹಾಕುವ ರಚನೆ. xyxy=(693,1075,901,1087)
dipr-code: DIPR/HSN/CP/0470/ಆರ್ಥಿಕ/2025-26 xyxy=(100,339,232,349)
case-number: ಅಸಲು ದಾವಾ ಸಂಖ್ಯೆ : 180/2023 xyxy=(103,874,229,885)
government-emblem-icon xyxy=(984,99,1024,139)
table-cell: ತಾಂತ್ರಿಕ ಬಿಡ್‌ಗಳನ್ನು ತೆರೆಯುವ ದಿನಾಂಕ ಮತ್ತು ಸಮಯ (Technical Bids) xyxy=(985,332,1162,361)
ad-intro: 2025-26ನೇ ಸಾಲಿನ ನಗರಸಭಾ ನಿಧಿಯಡಿ ಈ ಕೆಳಗಿನ ಕಾಮಗಾರಿಗಳನ್ನು ಕೈಗೊಳ್ಳಲು ಅರ್ಹ ಗುತ್ತಿಗೆದಾರರಿಂದ Standard Bid Document K.W -1 & K.W -2 ರ ನಿಯಮ ನಿಬಂಧನೆಗಳನ್ವಯ (ವೆಬ್‌ಸೈಟ್‌ನಲ್ಲಿ ಅರ್ಹರ್‌ರನ್ ಮಾಡಿರುವಂತೆ) e-procurement ಮೂಲಕ ಟೆಂಡರನ್ನು ಆಹ್ವಾನಿಸಲಾಗಿದೆ. ಹೆಚ್ಚಿನ ವಿವರಗಳನ್ನು ಇಲಾಖೆ ವೆಬ್‌ಸೈಟ್ https://kppp.karnataka.gov.in ನಿಂದ ಪಡೆಯಬಹುದಾಗಿದೆ. xyxy=(660,695,1270,734)
sig-right: ನ್ಯಾಯಾಲಯದ ಆಜ್ಞೆ ಮೇರೆಗೆ ಸಹಿ/-ಶಿರಸ್ತೇದಾರರು, ಪ್ರಧಾನ ವ್ಯವಹಾರ ನ್ಯಾಯಾಲಯ, ಸೊರಬ xyxy=(171,1768,283,1802)
ad-note: ಟೆಂಡರ್ ಸಂದರ್ಭದಲ್ಲಿ ಏನಾದರೂ ಬದಲಾವಣೆಗಳಿದ್ದಲ್ಲಿ kppp portalನಲ್ಲಿ ಪ್ರಕಟಿಸಲಾಗುವುದು, ಪತ್ರಿಕಾ ಪ್ರಕಟಣೆಯಲ್ಲಿ ಪ್ರಕಟಿಸಲಾಗುವುದಿಲ್ಲ. xyxy=(984,368,1270,394)
sig-right: ಸಹಿ/-(ಬಸವರಾಜ ಶಿಗ್ಗಾವಿ) ಮುಖ್ಯಾಧಿಕಾರಿ, ಪುರಸಭೆ, ಬೇಲೂರು. xyxy=(171,311,302,334)
section-title: ಜಾಹೀರಾತು xyxy=(490,12,648,59)
col-header: ಅಂದಾಜು ಮೊತ್ತ xyxy=(984,773,1063,820)
table-cell: 10,90,000.00 xyxy=(984,1353,1063,1395)
ad-body: ಕರ್ನಾಟಕ ಸಾರ್ವಜನಿಕ ಸಂಗ್ರಹಣೆಯ ಪಾರದರ್ಶಕತೆ ಅಧಿನಿಯಮ 1999-2000ರ ಪ್ರಕಾರ ಗದಗ-ಬೆಟಗೇರಿ ನಗರಸಭೆಯ ಸನ್ 2025-26ನೇ ಸಾಲಿನ ಕಾಮಗಾರಿಗಳಿಗೆ ಟೆಂಡರ್ ಆಹ್ವಾನಿಸಲಾಗಿದೆ. 1) DMA/2025-26/DP/WORK_INDENT-45066, 2) DMA/2023-24/WS/WORK_INDENT-10404-Call-3, 3) DMA/2024-25/OW/WORK_INDENT-36161-Call-3 ಹೆಚ್ಚಿನ ವಿವರಗಳಿಗೆ http://kppp.karnataka.gov.in ನಲ್ಲಿ ಪಡೆಯಬಹುದು. xyxy=(984,215,1270,295)
ad-title: ನಗರಸಭಾ ಕಾರ್ಯಾಲಯ, ಉಡುಪಿ xyxy=(880,634,1050,652)
sig-right: ನ್ಯಾಯಾಲಯದ ಆಜ್ಞೆ ಮೇರೆಗೆ ಸಹಿ/- 3ನೇ ಜೆ.ಎಂ.ಎಫ್.ಸಿ. ನ್ಯಾಯಾಲಯ, ಶಿವಮೊಗ್ಗ xyxy=(171,1344,300,1367)
table-cell: 2 ತಿಂಗಳು xyxy=(1191,1145,1270,1176)
table-row xyxy=(661,862,1270,904)
table-cell: 33,000.00 xyxy=(1063,1291,1130,1322)
table-cell: 88,700.00 xyxy=(1063,957,1130,999)
table-cell: 20,800.00 xyxy=(1063,1322,1130,1353)
ad-title: ಮೂಲ ಕ್ರಯ ಪತ್ರ ಕಳೆದಿದೆ xyxy=(333,1031,639,1052)
case-number: ಸಿ.ಮಿಸ್.ನಂ: 207/2025 xyxy=(118,1178,214,1189)
table-header-row xyxy=(661,773,1270,820)
table-cell: 3 ತಿಂಗಳು xyxy=(1191,1322,1270,1353)
ad-district: ಜಿಲ್ಲಾ:ಗದಗ ರಾಜ್ಯ : ಕರ್ನಾಟಕ xyxy=(1100,127,1200,138)
ad-body: 2025-26ನೇ ಸಾಲಿನ 15ನೇ ಹಣಕಾಸು ಯೋಜನೆಯಡಿಯಲ್ಲಿ ಚೋಳಗಟ್ಟ ಗ್ರಾಮ ಪಂಚಾಯತಿ ವ್ಯಾಪ್ತಿಯಲ್ಲಿ ಎಲ್‌ಇಡಿ ಬೀದಿ ದೀಪಗಳನ್ನು ಸರಬರಾಜು ಮಾಡಲು ಇ-ಟೆಂಡರ್ ಆಹ್ವಾನಿಸಲಾಗಿದೆ. ಅಂದಾಜು ಮೊತ್ತ: ರೂ.6,00,000/- ಇ.ಎಂ.ಡಿ ಮೊತ್ತ: ರೂ.15000/- 1.Materials: LED bulbs 18 watts, wire, tape roll, DP switch, LED cover, Angler, Pipe etc. (Including of GST New Sets 50 watts LED set with ISI mark.(Including of GST) ಟೆಂಡರ್ ಸಂಖ್ಯೆ: RDPR/2025-26/INDI0415 (2) ಟೆಂಡರ್ ಸಲ್ಲಿಸಲು ಕೊನೆಯ ದಿನಾಂಕ 30/07/2025 ಸಂಜೆ 4.00 ಗಂಟೆ (3) Technical Bid ತೆರೆಯುವ ದಿನಾಂಕ 01/08/2025 ಬೆಳಗ್ಗೆ 11.00 ಗಂಟೆ (4) Financial Bid ತೆರೆಯುವ ದಿನಾಂಕ 02/08/2025 ಬೆಳಗ್ಗೆ 11.00 ಗಂಟೆ. xyxy=(340,1467,632,1589)
ad-court-4 xyxy=(332,92,640,586)
sig-left: DIPR/CTA/KSMCA/245/2025-26 xyxy=(340,1685,473,1708)
table-cell: ಇ-ಪೋರ್ಟಲ್ ನಂತೆ xyxy=(1130,999,1191,1030)
table-row xyxy=(661,1322,1270,1353)
work-description: ಬನ್ನಂಜೆ ವಾರ್ಡಿನ ಸ್ವಾಗತ್ ಹೋಟೆಲ್ ಹತ್ತಿರ ರಸ್ತೆ ಮತ್ತು ಚರಂಡಿಯ ಬಳಿ ಕಾಂಕ್ರೀಟ್ ತಡೆಗೋಡೆ ನಿರ್ಮಾಣ, ಸಿಟಿ ಬಸ್ ನಿಲ್ದಾಣದ ಹತ್ತಿರ ರಸ್ತೆ ಕಾಂಕ್ರೀಟಿಕರಣ ಕಾಮಗಾರಿ. xyxy=(693,1106,979,1129)
col-header: ಕಾಮಗಾರಿ ಪೂರ್ತಿಗೊಳಿಸುವ ಅವಧಿ (ಮಳೆಗಾಲ ಹೊರತುಪಡಿಸಿ) xyxy=(1191,773,1270,820)
table-cell: ಇ-ಪೋರ್ಟಲ್ ನಂತೆ xyxy=(1130,957,1191,999)
table-cell: 3 ತಿಂಗಳು xyxy=(1191,862,1270,904)
